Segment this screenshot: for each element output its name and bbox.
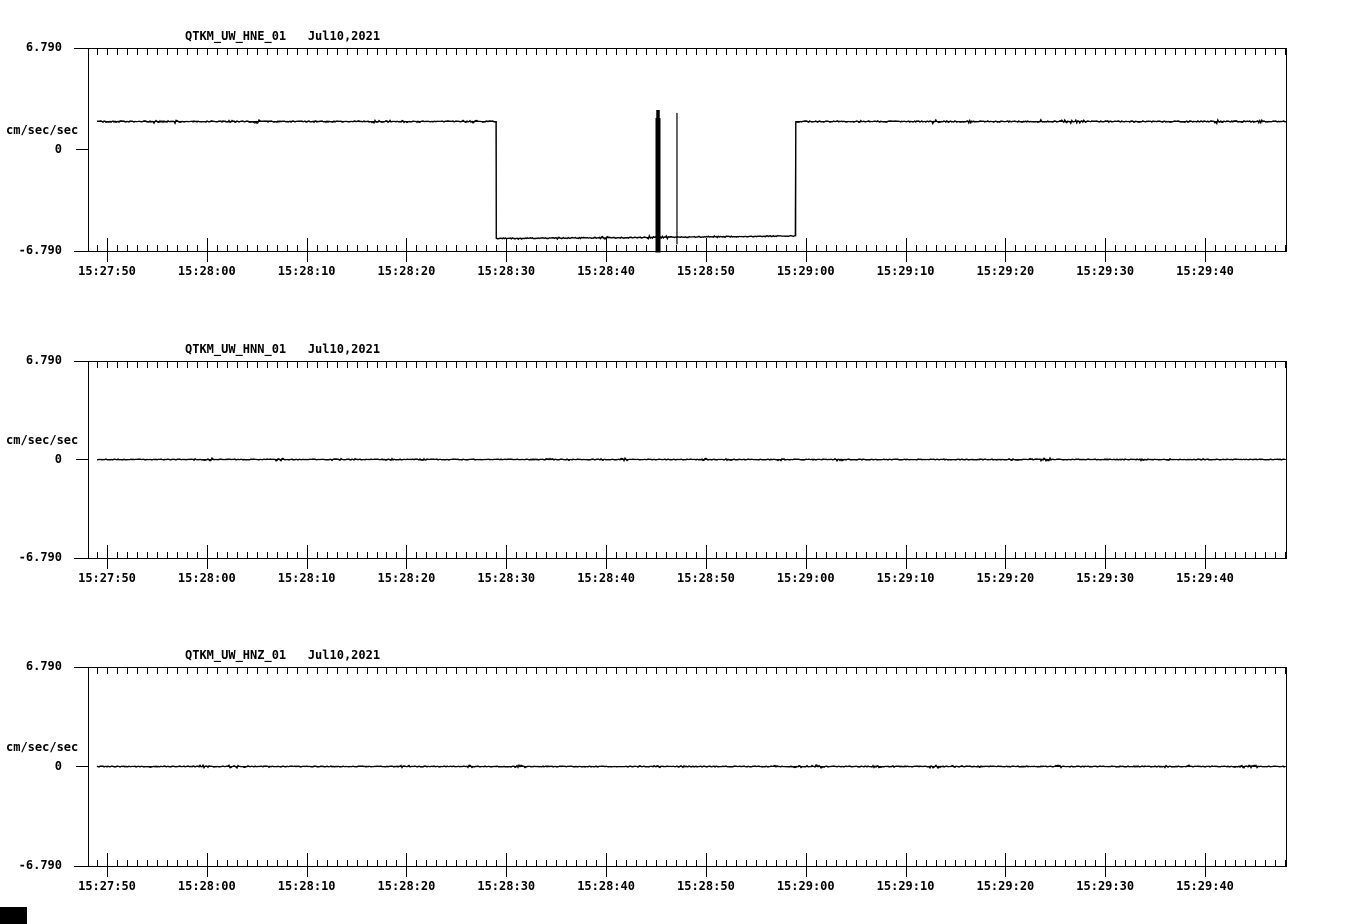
x-tick-label: 15:28:30 — [477, 264, 536, 278]
x-tick-label: 15:27:50 — [78, 264, 136, 278]
x-tick-label: 15:28:10 — [277, 264, 336, 278]
x-tick-label: 15:28:00 — [177, 879, 236, 893]
y-axis-max-label: 6.790 — [25, 659, 62, 673]
x-tick-label: 15:29:40 — [1176, 264, 1234, 278]
panel-0-trace — [97, 110, 1286, 252]
y-axis-zero-label: 0 — [54, 452, 62, 466]
y-axis-min-label: -6.790 — [18, 243, 62, 257]
x-tick-label: 15:28:10 — [277, 879, 336, 893]
x-tick-label: 15:28:20 — [377, 264, 436, 278]
x-tick-label: 15:28:00 — [177, 571, 236, 585]
x-tick-label: 15:29:00 — [776, 264, 835, 278]
panel-2-axes — [74, 667, 1287, 877]
x-tick-label: 15:29:00 — [776, 879, 835, 893]
y-axis-min-label: -6.790 — [18, 550, 62, 564]
x-tick-label: 15:28:00 — [177, 264, 236, 278]
x-tick-label: 15:29:20 — [976, 879, 1035, 893]
x-tick-label: 15:29:40 — [1176, 879, 1234, 893]
x-tick-label: 15:29:10 — [876, 879, 935, 893]
x-tick-label: 15:28:40 — [577, 264, 635, 278]
x-tick-label: 15:29:20 — [976, 571, 1035, 585]
x-tick-label: 15:29:40 — [1176, 571, 1234, 585]
panel-2-trace — [97, 765, 1286, 768]
panel-1-axes — [74, 361, 1287, 569]
x-tick-label: 15:28:20 — [377, 571, 436, 585]
y-axis-max-label: 6.790 — [25, 353, 62, 367]
panel-0-axes — [74, 48, 1287, 262]
x-tick-label: 15:28:50 — [677, 879, 735, 893]
x-tick-label: 15:28:40 — [577, 571, 635, 585]
x-tick-label: 15:28:50 — [677, 264, 735, 278]
y-axis-max-label: 6.790 — [25, 40, 62, 54]
x-tick-label: 15:29:30 — [1076, 879, 1135, 893]
y-axis-zero-label: 0 — [54, 142, 62, 156]
x-tick-label: 15:29:10 — [876, 264, 935, 278]
panel-title: QTKM_UW_HNE_01 Jul10,2021 — [185, 29, 381, 43]
x-tick-label: 15:28:50 — [677, 571, 735, 585]
x-tick-label: 15:28:30 — [477, 571, 536, 585]
x-tick-label: 15:29:30 — [1076, 571, 1135, 585]
x-tick-label: 15:28:40 — [577, 879, 635, 893]
y-axis-units-label: cm/sec/sec — [6, 433, 79, 447]
panel-1-trace — [97, 458, 1286, 461]
x-tick-label: 15:28:10 — [277, 571, 336, 585]
x-tick-label: 15:29:10 — [876, 571, 935, 585]
x-tick-label: 15:28:30 — [477, 879, 536, 893]
cursor-artifact — [0, 907, 27, 924]
panel-title: QTKM_UW_HNZ_01 Jul10,2021 — [185, 648, 381, 662]
x-tick-label: 15:28:20 — [377, 879, 436, 893]
panel-title: QTKM_UW_HNN_01 Jul10,2021 — [185, 342, 381, 356]
y-axis-zero-label: 0 — [54, 759, 62, 773]
x-tick-label: 15:27:50 — [78, 571, 136, 585]
x-tick-label: 15:27:50 — [78, 879, 136, 893]
y-axis-units-label: cm/sec/sec — [6, 123, 79, 137]
x-tick-label: 15:29:20 — [976, 264, 1035, 278]
x-tick-label: 15:29:00 — [776, 571, 835, 585]
y-axis-min-label: -6.790 — [18, 858, 62, 872]
y-axis-units-label: cm/sec/sec — [6, 740, 79, 754]
x-tick-label: 15:29:30 — [1076, 264, 1135, 278]
